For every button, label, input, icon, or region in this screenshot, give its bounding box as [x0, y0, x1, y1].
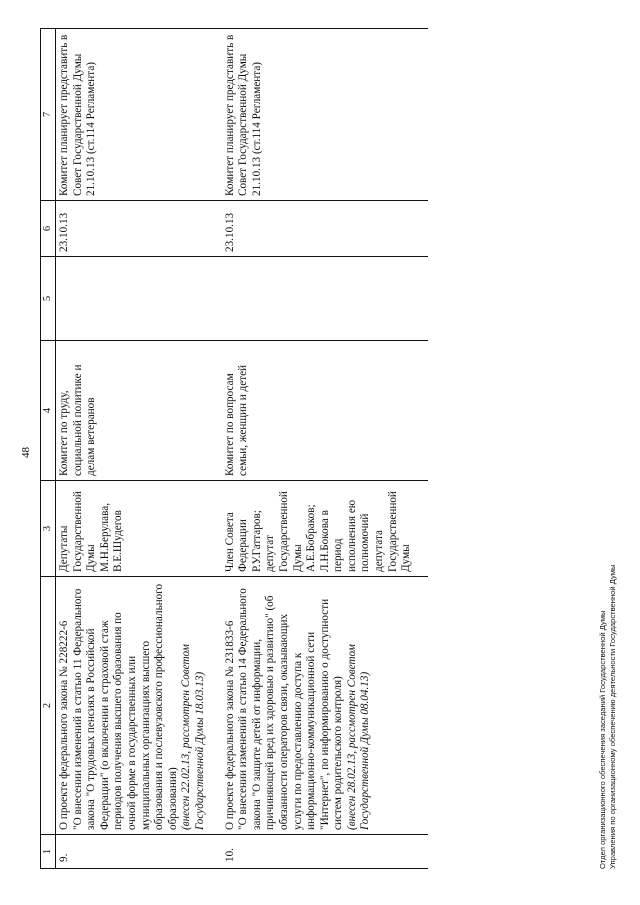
- footer-line: Отдел организационного обеспечения заседаний Государственной Думы: [598, 610, 607, 869]
- column-header: 1: [41, 835, 56, 869]
- result-cell: Комитет планирует представить в Совет Государственной Думы 21.10.13 (ст.114 Регламента): [222, 29, 428, 201]
- column5-cell: [56, 257, 222, 341]
- committee-cell: Комитет по вопросам семьи, женщин и детей: [222, 341, 428, 481]
- footer-line: Управления по организационному обеспечению деятельности Государственной Думы: [608, 564, 617, 869]
- date-cell: 23.10.13: [222, 201, 428, 257]
- bill-title: О проекте федерального закона № 228222-6: [58, 620, 70, 830]
- bill-note: (внесен 28.02.13, рассмотрен Советом Государственной Думы 08.04.13): [345, 644, 372, 830]
- table-header-row: [41, 29, 56, 869]
- committee-cell: Комитет по труду, социальной политике и делам ветеранов: [56, 341, 222, 481]
- column-header: 4: [41, 341, 56, 481]
- column-header: 5: [41, 257, 56, 341]
- initiators-cell: Депутаты Государственной Думы М.Н.Берулава, В.Е.Шудегов: [56, 481, 222, 577]
- table-row: [56, 29, 222, 869]
- column-header: 7: [41, 29, 56, 201]
- table-row: [222, 29, 428, 869]
- row-number: 9.: [56, 835, 222, 869]
- bill-cell: [56, 577, 222, 835]
- bill-description: "О внесении изменений в статью 14 Федерального закона "О защите детей от информации, причиняющей вред их здоровью и развитию" (об обязанности операторов связи, оказывающих услуги по предоставлению доступа к информационно-коммуникационной сети "Интернет", по информированию о доступности систем родительского контроля): [237, 588, 345, 830]
- initiators-cell: Член Совета Федерации Р.У.Гаттаров; депутат Государственной Думы А.Е.Бобраков; Л.Н.Бокова в период исполнения ею полномочий депутата Государственной Думы: [222, 481, 428, 577]
- result-cell: Комитет планирует представить в Совет Государственной Думы 21.10.13 (ст.114 Регламента): [56, 29, 222, 201]
- date-cell: 23.10.13: [56, 201, 222, 257]
- column-header: 3: [41, 481, 56, 577]
- bills-table: [40, 28, 428, 869]
- bill-description: "О внесении изменений в статью 11 Федерального закона "О трудовых пенсиях в Российской Федерации" (о включении в страховой стаж периодов получения высшего образования по очной форме в государственных или муниципальных организациях высшего образования и послевузовского профессионального образования): [71, 583, 179, 830]
- bill-title: О проекте федерального закона № 231833-6: [223, 620, 236, 830]
- page-number: 48: [20, 447, 32, 458]
- column-header: 6: [41, 201, 56, 257]
- column5-cell: [222, 257, 428, 341]
- bill-note: (внесен 22.02.13, рассмотрен Советом Государственной Думы 18.03.13): [180, 644, 206, 830]
- column-header: 2: [41, 577, 56, 835]
- page-footer: [598, 565, 618, 869]
- row-number: 10.: [222, 835, 428, 869]
- bill-cell: [222, 577, 428, 835]
